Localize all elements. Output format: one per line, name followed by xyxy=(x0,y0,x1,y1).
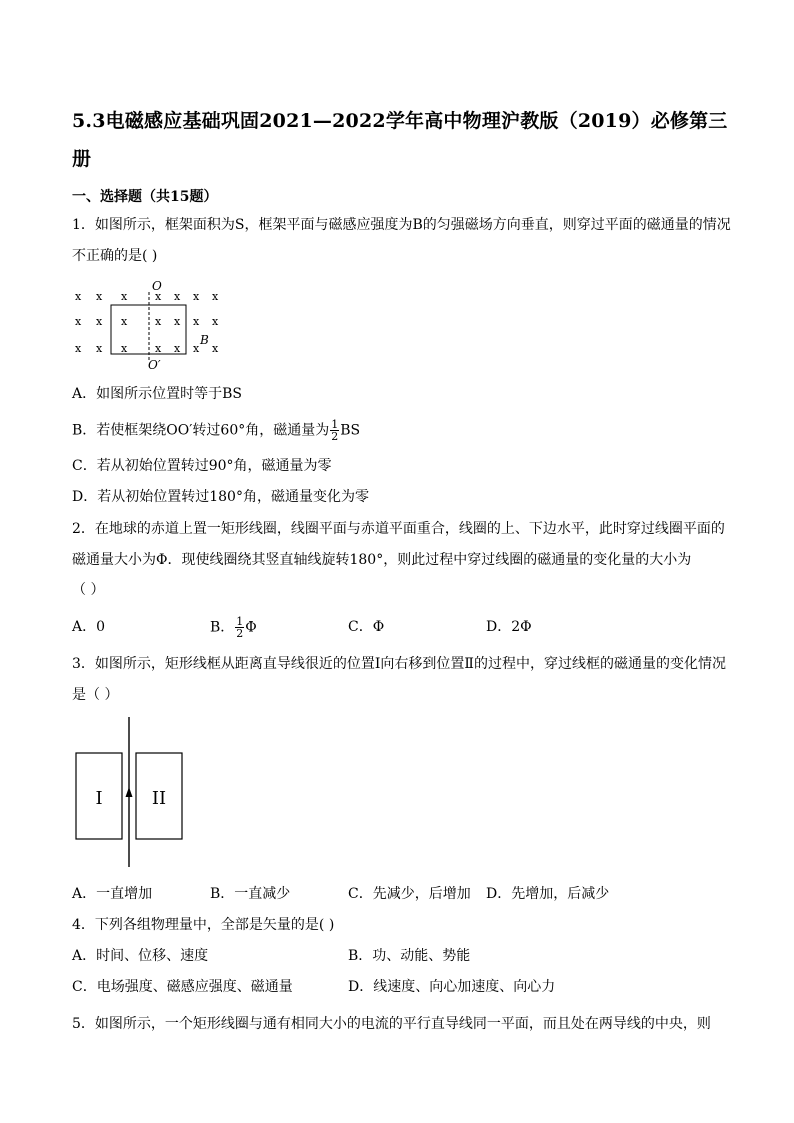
field-mark: x xyxy=(155,342,162,355)
section-heading: 一、选择题（共15题） xyxy=(72,189,218,205)
field-mark: x xyxy=(174,290,181,303)
position-1-label: I xyxy=(95,788,103,809)
q1-field-marks xyxy=(75,290,219,355)
q1-option-a: A．如图所示位置时等于BS xyxy=(72,386,242,402)
q2-option-a: A．0 xyxy=(72,619,106,635)
document-title: 5.3电磁感应基础巩固2021—2022学年高中物理沪教版（2019）必修第三册 xyxy=(72,110,728,170)
field-mark: x xyxy=(121,290,128,303)
q2-paren: （ ） xyxy=(72,582,105,598)
field-mark: x xyxy=(193,315,200,328)
field-mark: x xyxy=(121,315,128,328)
fraction-denominator: 2 xyxy=(236,627,244,640)
q3-stem: 3．如图所示，矩形线框从距离直导线很近的位置Ⅰ向右移到位置Ⅱ的过程中，穿过线框的磁通量的变化情况是（ ） xyxy=(72,656,726,703)
q1-option-b-text: B．若使框架绕OO′转过60°角，磁通量为 xyxy=(72,422,330,439)
field-mark: x xyxy=(96,342,103,355)
q2-option-b-fraction xyxy=(235,616,244,639)
q1-label-o: O xyxy=(152,280,162,293)
field-mark: x xyxy=(174,315,181,328)
q5-stem: 5．如图所示，一个矩形线圈与通有相同大小的电流的平行直导线同一平面，而且处在两导线的中央，则 xyxy=(72,1016,711,1032)
q4-stem: 4．下列各组物理量中，全部是矢量的是( ) xyxy=(72,917,335,933)
field-mark: x xyxy=(96,290,103,303)
q4-option-c: C．电场强度、磁感应强度、磁通量 xyxy=(72,979,293,995)
field-mark: x xyxy=(174,342,181,355)
q1-option-b-fraction xyxy=(330,419,339,442)
q1-label-b: B xyxy=(200,333,209,347)
q3-option-a: A．一直增加 xyxy=(72,886,153,902)
q3-option-d: D．先增加，后减少 xyxy=(486,886,610,902)
q1-option-d: D．若从初始位置转过180°角，磁通量变化为零 xyxy=(72,489,369,505)
field-mark: x xyxy=(193,290,200,303)
field-mark: x xyxy=(155,290,162,303)
q1-figure xyxy=(70,280,230,370)
q4-option-d: D．线速度、向心加速度、向心力 xyxy=(348,979,556,995)
q2-option-c: C．Φ xyxy=(348,619,385,635)
q3-option-b: B．一直减少 xyxy=(210,886,291,902)
field-mark: x xyxy=(75,290,82,303)
field-mark: x xyxy=(121,342,128,355)
q2-option-d: D．2Φ xyxy=(486,619,532,635)
fraction-numerator: 1 xyxy=(331,418,339,431)
position-2-label: II xyxy=(151,788,167,809)
q2-option-b xyxy=(210,616,257,639)
fraction-denominator: 2 xyxy=(331,430,339,443)
q3-option-c: C．先减少，后增加 xyxy=(348,886,471,902)
field-mark: x xyxy=(75,342,82,355)
q2-option-b-text: B． xyxy=(210,619,235,636)
q3-figure xyxy=(70,715,190,870)
field-mark: x xyxy=(212,290,219,303)
q4-option-a: A．时间、位移、速度 xyxy=(72,948,209,964)
fraction-numerator: 1 xyxy=(236,615,244,628)
q1-option-b-unit: BS xyxy=(340,422,361,439)
current-arrow xyxy=(126,787,133,797)
field-mark: x xyxy=(212,342,219,355)
q4-option-b: B．功、动能、势能 xyxy=(348,948,471,964)
field-mark: x xyxy=(75,315,82,328)
q1-option-b xyxy=(72,419,360,442)
q1-option-c: C．若从初始位置转过90°角，磁通量为零 xyxy=(72,458,332,474)
q2-option-b-unit: Φ xyxy=(245,619,257,636)
q1-label-o-prime: O′ xyxy=(148,358,161,370)
field-mark: x xyxy=(96,315,103,328)
q1-stem: 1．如图所示，框架面积为S，框架平面与磁感应强度为B的匀强磁场方向垂直，则穿过平面的磁通量的情况不正确的是( ) xyxy=(72,217,731,264)
field-mark: x xyxy=(193,342,200,355)
q2-stem: 2．在地球的赤道上置一矩形线圈，线圈平面与赤道平面重合，线圈的上、下边水平，此时穿过线圈平面的磁通量大小为Φ．现使线圈绕其竖直轴线旋转180°，则此过程中穿过线圈的磁通量的变化量的大小为 xyxy=(72,521,725,568)
field-mark: x xyxy=(212,315,219,328)
field-mark: x xyxy=(155,315,162,328)
